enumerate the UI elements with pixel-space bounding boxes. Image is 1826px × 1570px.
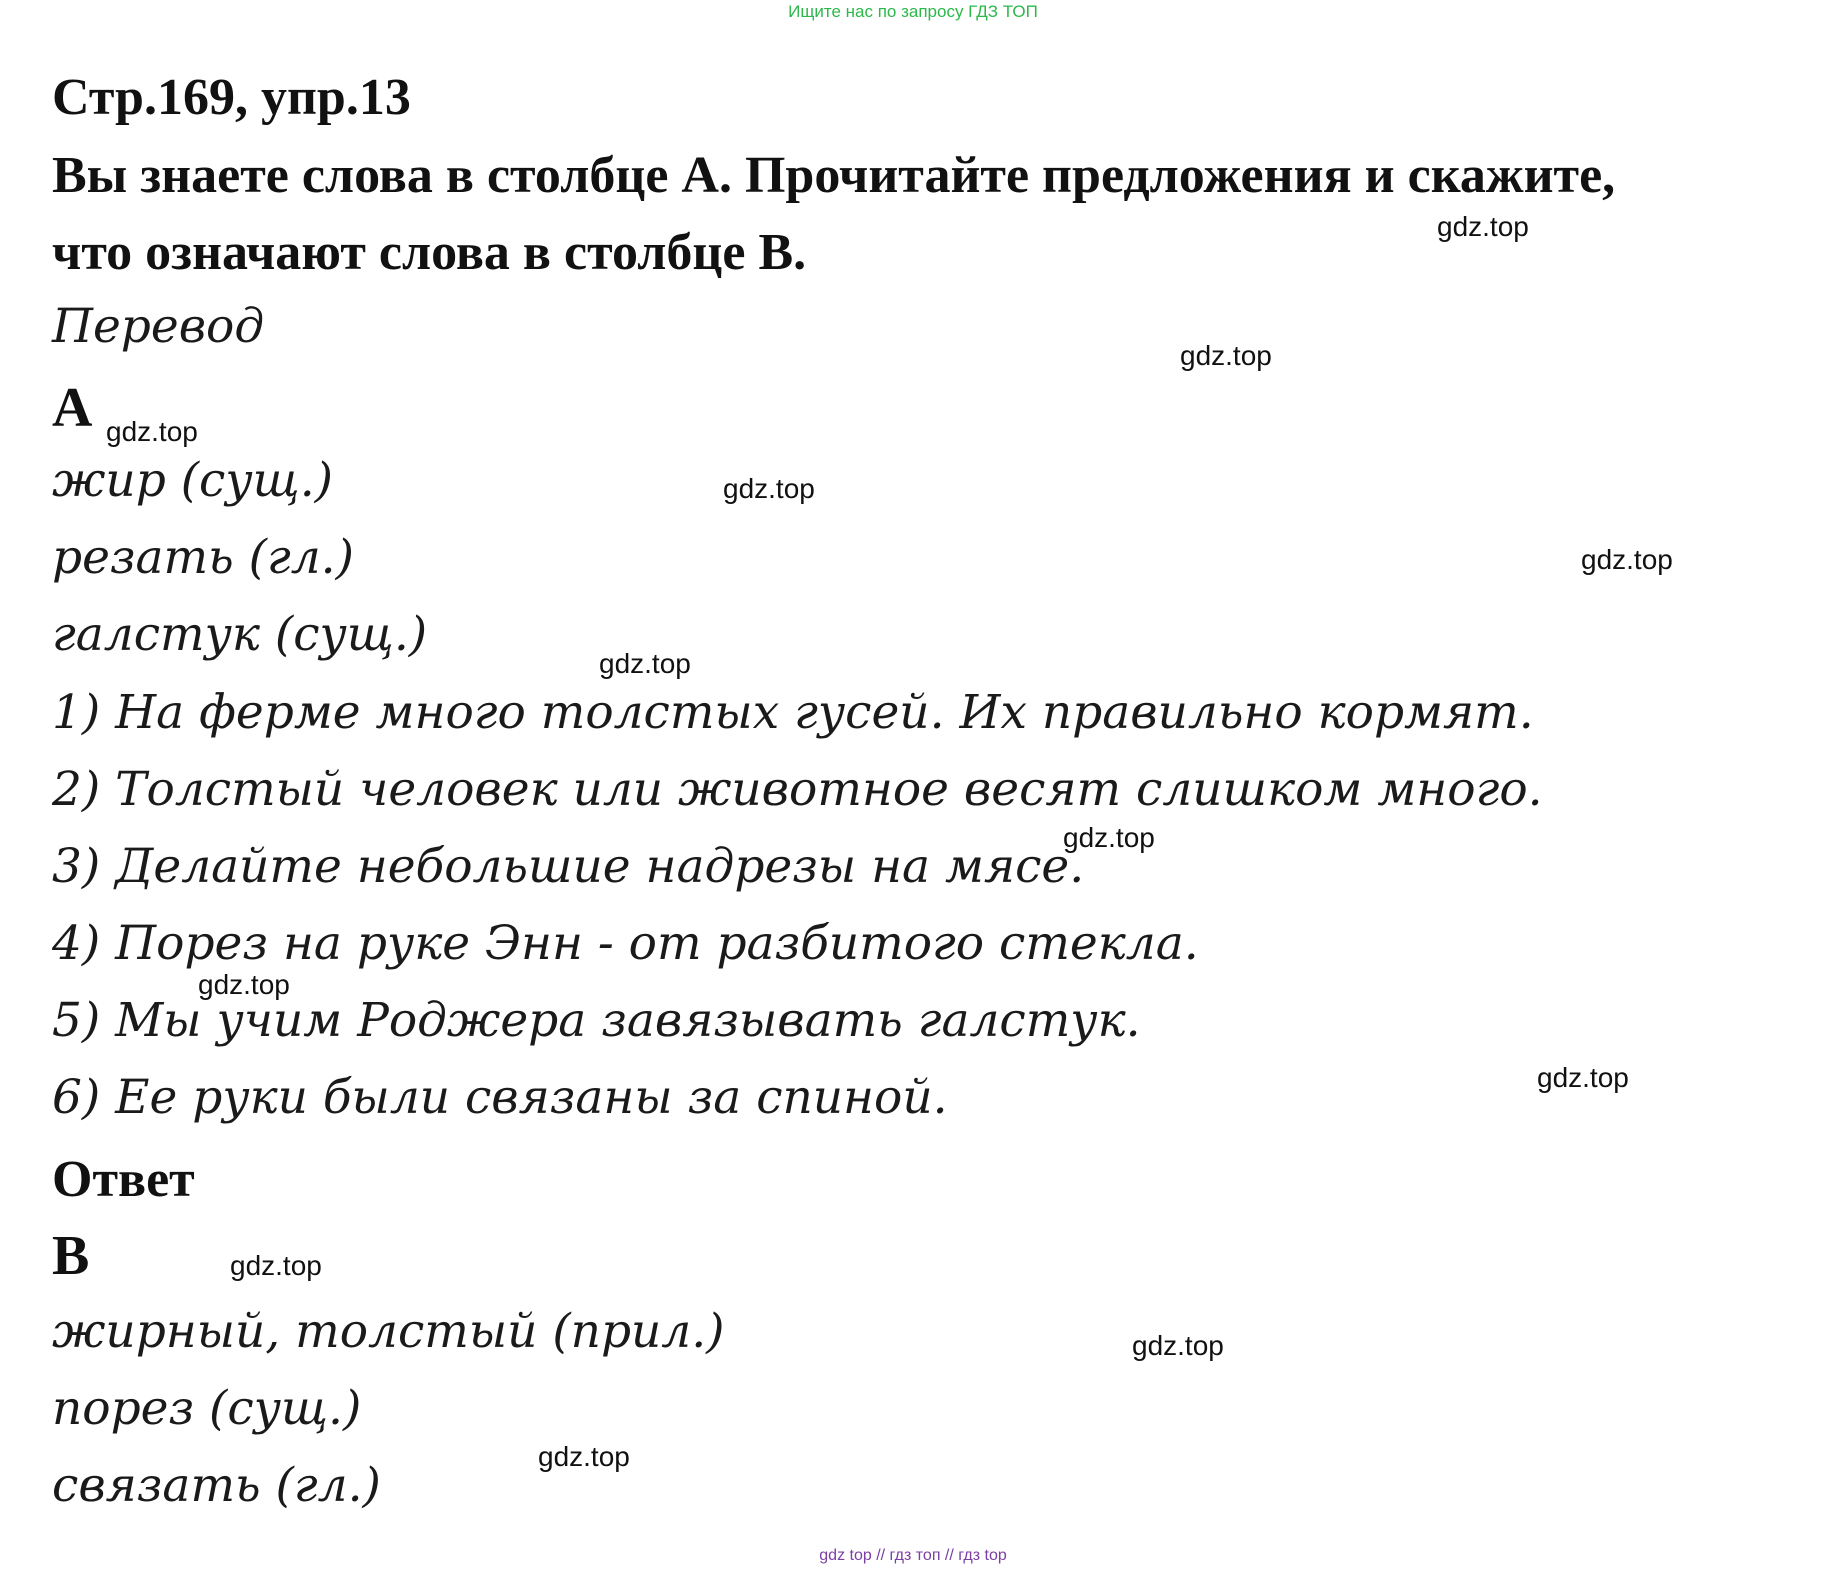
answer-label: Ответ bbox=[52, 1151, 195, 1208]
translation-label: Перевод bbox=[52, 299, 265, 354]
sentence: 6) Ее руки были связаны за спиной. bbox=[52, 1070, 948, 1125]
column-a-label: А bbox=[52, 377, 93, 439]
watermark: gdz.top bbox=[1132, 1330, 1224, 1361]
sentence: 5) Мы учим Роджера завязывать галстук. bbox=[52, 993, 1141, 1048]
task-line-1: Вы знаете слова в столбце А. Прочитайте предложения и скажите, bbox=[52, 147, 1616, 204]
sentence: 1) На ферме много толстых гусей. Их правильно кормят. bbox=[52, 685, 1534, 740]
column-b-label: В bbox=[52, 1225, 90, 1287]
watermark: gdz.top bbox=[1537, 1062, 1629, 1093]
sentence: 3) Делайте небольшие надрезы на мясе. bbox=[52, 839, 1085, 894]
column-a-word: галстук (сущ.) bbox=[52, 607, 428, 662]
bottom-banner: gdz top // гдз топ // гдз top bbox=[819, 1547, 1007, 1564]
task-line-2: что означают слова в столбце В. bbox=[52, 224, 807, 281]
sentence: 4) Порез на руке Энн - от разбитого стекла. bbox=[52, 916, 1199, 971]
column-a-word: жир (сущ.) bbox=[52, 453, 333, 508]
watermark: gdz.top bbox=[599, 648, 691, 679]
top-banner: Ищите нас по запросу ГДЗ ТОП bbox=[788, 2, 1038, 21]
column-b-word: порез (сущ.) bbox=[52, 1381, 362, 1436]
watermark: gdz.top bbox=[1063, 822, 1155, 853]
watermark: gdz.top bbox=[106, 416, 198, 447]
watermark: gdz.top bbox=[1581, 544, 1673, 575]
watermark: gdz.top bbox=[230, 1250, 322, 1281]
watermark: gdz.top bbox=[538, 1441, 630, 1472]
watermark: gdz.top bbox=[198, 969, 290, 1000]
column-a-word: резать (гл.) bbox=[52, 530, 354, 585]
watermark: gdz.top bbox=[723, 473, 815, 504]
column-b-word: жирный, толстый (прил.) bbox=[52, 1304, 725, 1359]
column-b-word: связать (гл.) bbox=[52, 1458, 381, 1513]
page-title: Стр.169, упр.13 bbox=[52, 69, 411, 126]
watermark: gdz.top bbox=[1180, 340, 1272, 371]
sentence: 2) Толстый человек или животное весят слишком много. bbox=[52, 762, 1543, 817]
watermark: gdz.top bbox=[1437, 211, 1529, 242]
